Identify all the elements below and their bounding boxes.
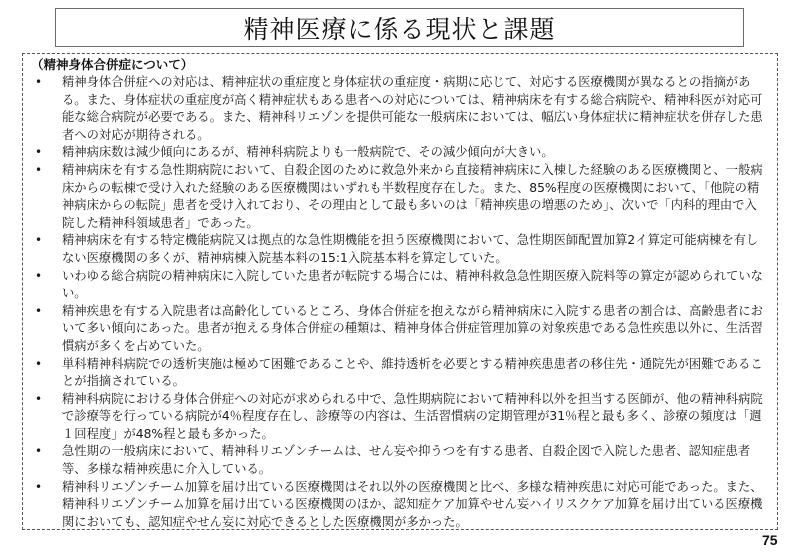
list-item-text: 精神病床を有する特定機能病院又は拠点的な急性期機能を担う医療機関において、急性期医師配置加算2イ算定可能病棟を有しない医療機関の多くが、精神病棟入院基本料の15:1入院基本料を算定していた。 <box>62 233 759 265</box>
list-item <box>31 162 765 232</box>
list-item <box>31 391 765 444</box>
page-title: 精神医療に係る現状と課題 <box>243 14 556 44</box>
list-item-text: いわゆる総合病院の精神病床に入院していた患者が転院する場合には、精神科救急急性期医療入院料等の算定が認められていない。 <box>62 268 763 301</box>
list-item-text: 精神身体合併症への対応は、精神症状の重症度と身体症状の重症度・病期に応じて、対応する医療機関が異なるとの指摘がある。また、身体症状の重症度が高く精神症状もある患者への対応については、精神病床を有する総合病院や、精神科医が対応可能な総合病院が必要である。また、精神科リエゾンを提供可能な一般病床においては、幅広い身体症状に精神症状を併存した患者への対応が期待される。 <box>62 75 763 142</box>
bullet-icon: • <box>35 233 43 248</box>
bullet-icon: • <box>35 479 43 494</box>
content-frame <box>22 53 778 530</box>
list-item-text: 精神疾患を有する入院患者は高齢化しているところ、身体合併症を抱えながら精神病床に入院する患者の割合は、高齢患者において多い傾向にあった。患者が抱える身体合併症の種類は、精神身体合併症管理加算の対象疾患である急性疾患以外に、生活習慣病が多くを占めていた。 <box>62 303 763 353</box>
list-item-text: 精神科リエゾンチーム加算を届け出ている医療機関はそれ以外の医療機関と比べ、多様な精神疾患に対応可能であった。また、精神科リエゾンチーム加算を届け出ている医療機関のほか、認知症ケア加算やせん妄ハイリスクケア加算を届け出ている医療機関においても、認知症やせん妄に対応できるとした医療機関が多かった。 <box>62 479 763 529</box>
bullet-icon: • <box>35 444 43 459</box>
list-item-text: 急性期の一般病床において、精神科リエゾンチームは、せん妄や抑うつを有する患者、自殺企図で入院した患者、認知症患者等、多様な精神疾患に介入している。 <box>62 444 751 477</box>
bullet-icon: • <box>35 268 43 283</box>
list-item <box>31 303 765 356</box>
list-item-text: 精神病床数は減少傾向にあるが、精神科病院よりも一般病院で、その減少傾向が大きい。 <box>62 145 554 160</box>
list-item-text: 単科精神科病院での透析実施は極めて困難であることや、維持透析を必要とする精神疾患患者の移住先・通院先が困難であることが指摘されている。 <box>62 356 763 389</box>
list-item <box>31 144 765 162</box>
bullet-icon: • <box>35 162 43 177</box>
section-heading: （精神身体合併症について） <box>31 57 194 72</box>
bullet-icon: • <box>35 303 43 318</box>
page-number: 75 <box>762 532 778 548</box>
bullet-icon: • <box>35 391 43 406</box>
list-item <box>31 443 765 478</box>
bullet-icon: • <box>35 145 43 160</box>
slide-title-box <box>55 8 744 47</box>
list-item <box>31 74 765 144</box>
bullet-list <box>31 74 765 531</box>
list-item <box>31 479 765 532</box>
list-item <box>31 232 765 267</box>
bullet-icon: • <box>35 356 43 371</box>
list-item <box>31 356 765 391</box>
list-item-text: 精神病床を有する急性期病院において、自殺企図のために救急外来から直接精神病床に入棟した経験のある医療機関と、一般病床からの転棟で受け入れた経験のある医療機関はいずれも半数程度存在した。また、85%程度の医療機関において、「他院の精神病床からの転院」患者を受け入れており、その理由として最も多いのは「精神疾患の増悪のため」、次いで「内科的理由で入院した精神科領域患者」であった。 <box>62 162 763 230</box>
bullet-icon: • <box>35 75 43 89</box>
list-item <box>31 268 765 303</box>
list-item-text: 精神科病院における身体合併症への対応が求められる中で、急性期病院において精神科以外を担当する医師が、他の精神科病院で診療等を行っている病院が4％程度存在し、診療等の内容は、生活習慣病の定期管理が31％程と最も多く、診療の頻度は「週１回程度」が48%程と最も多かった。 <box>62 391 763 441</box>
